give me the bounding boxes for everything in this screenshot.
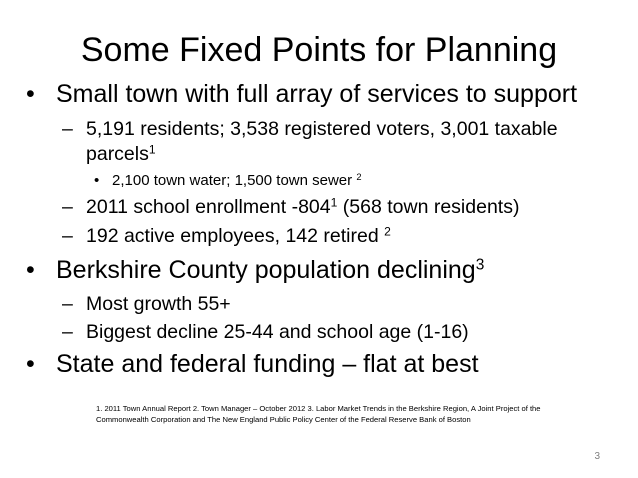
bullet-item: [26, 349, 479, 379]
bullet-text-after: (568 town residents): [337, 196, 520, 218]
footnote-ref: 1: [330, 195, 338, 210]
sub-bullet-item: [62, 320, 469, 344]
bullet-text: 5,191 residents; 3,538 registered voters, 3,001 taxable: [86, 118, 558, 140]
bullet-text: Small town with full array of services to support: [56, 80, 578, 108]
slide-title: Some Fixed Points for Planning: [80, 31, 558, 69]
sub-bullet-item: [62, 224, 391, 248]
bullet-text: Biggest decline 25-44 and school age (1-16): [86, 321, 469, 343]
footnote-ref: 1: [148, 142, 156, 157]
dash-mark: –: [62, 118, 73, 140]
sub-bullet-item: [62, 117, 558, 141]
bullet-mark: •: [26, 80, 35, 108]
footnote-ref: 3: [475, 256, 485, 274]
bullet-mark: •: [26, 256, 35, 284]
page-number: 3: [594, 451, 600, 462]
footnote-ref: 2: [356, 171, 362, 182]
bullet-text: parcels: [86, 143, 149, 165]
sub-bullet-item: [62, 195, 519, 219]
bullet-text: Most growth 55+: [86, 293, 231, 315]
dash-mark: –: [62, 225, 73, 247]
dash-mark: –: [62, 293, 73, 315]
bullet-item: [26, 255, 484, 285]
dash-mark: –: [62, 196, 73, 218]
sub-bullet-item: [62, 292, 231, 316]
bullet-text: 192 active employees, 142 retired: [86, 225, 385, 247]
sub-bullet-continuation: [86, 142, 156, 166]
footnote-ref: 2: [384, 224, 391, 239]
bullet-text: State and federal funding – flat at best: [56, 350, 479, 378]
footnote-sources: 1. 2011 Town Annual Report 2. Town Manager – October 2012 3. Labor Market Trends in the Berkshire Region, A Joint Project of the Commonwealth Corporation and The New England Public Policy Center of the Federal Reserve Bank of Boston: [96, 404, 541, 424]
bullet-mark: •: [26, 350, 35, 378]
bullet-mark: •: [94, 172, 100, 189]
sub-sub-bullet-item: [94, 171, 361, 190]
bullet-text: 2011 school enrollment -804: [86, 196, 331, 218]
bullet-item: [26, 79, 577, 109]
dash-mark: –: [62, 321, 73, 343]
bullet-text: 2,100 town water; 1,500 town sewer: [112, 172, 357, 189]
bullet-text: Berkshire County population declining: [56, 256, 476, 284]
